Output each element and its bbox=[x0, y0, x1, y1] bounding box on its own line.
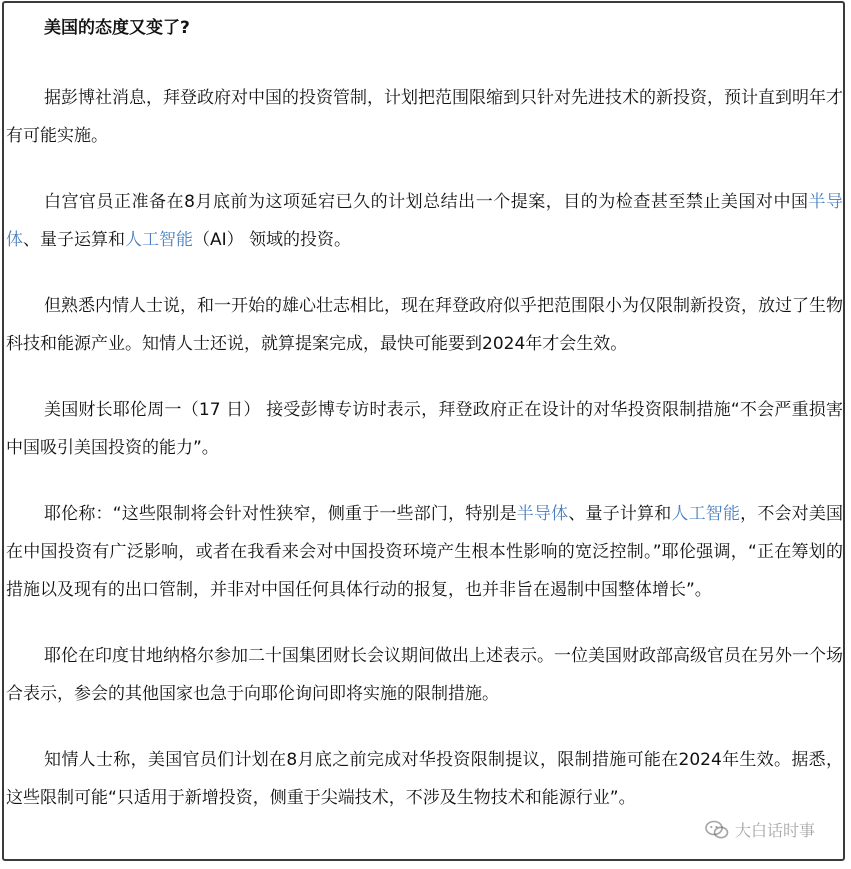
text-segment: ，不会对美国在中国投资有广泛影响，或者在我看来会对中国投资环境产生根本性影响的宽泛控制。”耶伦强调，“正在筹划的措施以及现有的出口管制，并非对中国任何具体行动的报复，也并非旨在遏制中国整体增长”。 bbox=[6, 504, 844, 600]
text-segment: （AI） 领域的投资。 bbox=[193, 230, 352, 250]
paragraph-6: 耶伦在印度甘地纳格尔参加二十国集团财长会议期间做出上述表示。一位美国财政部高级官员在另外一个场合表示，参会的其他国家也急于向耶伦询问即将实施的限制措施。 bbox=[6, 646, 843, 704]
spacer bbox=[6, 259, 843, 287]
paragraph-7: 知情人士称，美国官员们计划在8月底之前完成对华投资限制提议，限制措施可能在2024年生效。据悉，这些限制可能“只适用于新增投资，侧重于尖端技术，不涉及生物技术和能源行业”。 bbox=[6, 750, 843, 808]
wechat-icon bbox=[705, 820, 729, 840]
spacer bbox=[6, 363, 843, 391]
article-frame bbox=[2, 1, 845, 861]
text-segment: 耶伦称：“这些限制将会针对性狭窄，侧重于一些部门，特别是 bbox=[44, 504, 517, 524]
link-artificial-intelligence[interactable]: 人工智能 bbox=[125, 230, 193, 250]
article-content bbox=[6, 3, 843, 817]
text-segment: 、量子计算和 bbox=[568, 504, 672, 524]
spacer bbox=[6, 713, 843, 741]
watermark-text: 大白话时事 bbox=[734, 821, 815, 840]
paragraph-1: 据彭博社消息，拜登政府对中国的投资管制，计划把范围限缩到只针对先进技术的新投资，预计直到明年才有可能实施。 bbox=[6, 88, 843, 146]
paragraph-3: 但熟悉内情人士说，和一开始的雄心壮志相比，现在拜登政府似乎把范围限小为仅限制新投资，放过了生物科技和能源产业。知情人士还说，就算提案完成，最快可能要到2024年才会生效。 bbox=[6, 296, 843, 354]
link-semiconductor[interactable]: 半导体 bbox=[6, 192, 843, 250]
text-segment: 、量子运算和 bbox=[23, 230, 125, 250]
paragraph-2 bbox=[6, 183, 843, 259]
text-segment: 白宫官员正准备在8月底前为这项延宕已久的计划总结出一个提案，目的为检查甚至禁止美国对中国 bbox=[44, 192, 809, 212]
watermark bbox=[705, 818, 815, 841]
spacer bbox=[6, 609, 843, 637]
spacer bbox=[6, 45, 843, 79]
spacer bbox=[6, 467, 843, 495]
link-semiconductor[interactable]: 半导体 bbox=[516, 504, 569, 524]
paragraph-5 bbox=[6, 495, 843, 609]
article-title: 美国的态度又变了? bbox=[44, 18, 190, 38]
spacer bbox=[6, 155, 843, 183]
link-artificial-intelligence[interactable]: 人工智能 bbox=[671, 504, 741, 524]
paragraph-4: 美国财长耶伦周一（17 日） 接受彭博专访时表示，拜登政府正在设计的对华投资限制措施“不会严重损害中国吸引美国投资的能力”。 bbox=[6, 400, 843, 458]
